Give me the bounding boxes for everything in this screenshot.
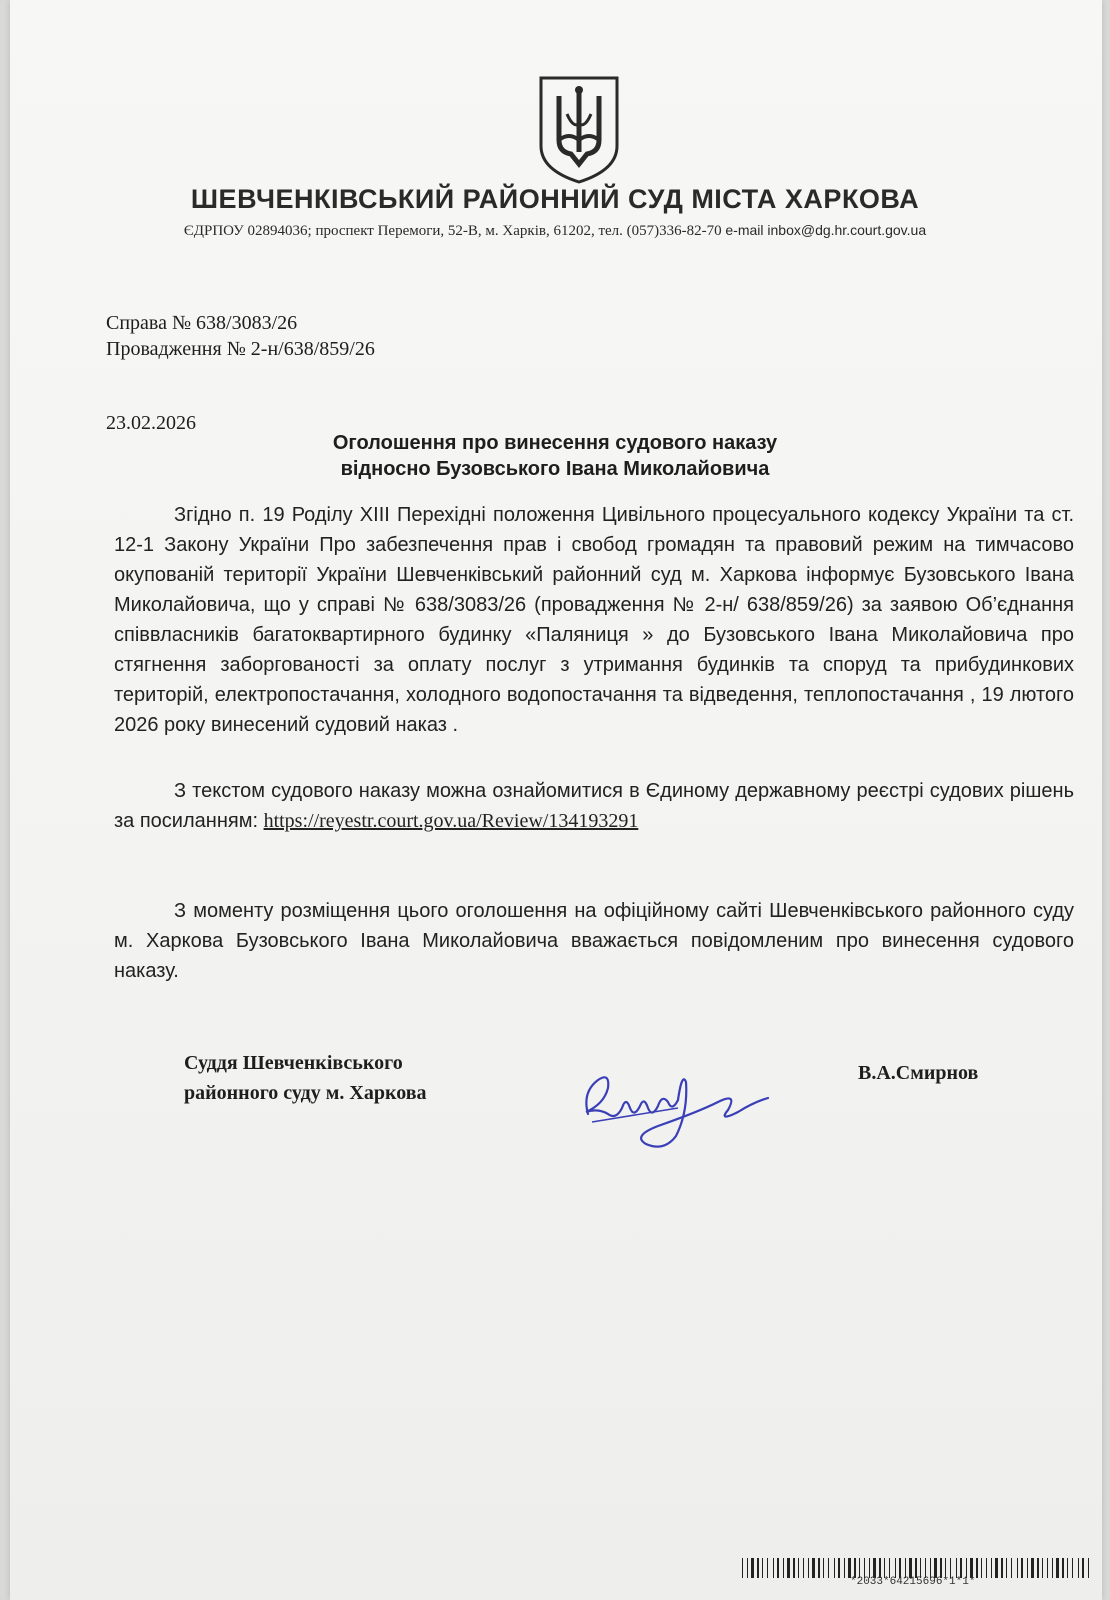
court-name: ШЕВЧЕНКІВСЬКИЙ РАЙОННИЙ СУД МІСТА ХАРКОВА [190, 184, 920, 214]
handwritten-signature-icon [568, 1052, 778, 1152]
court-email: e-mail inbox@dg.hr.court.gov.ua [725, 222, 927, 238]
body-paragraph-1 [114, 500, 1074, 740]
judge-title-line-2: районного суду м. Харкова [184, 1082, 427, 1104]
document-date: 23.02.2026 [106, 412, 196, 434]
body-paragraph-3 [114, 896, 1074, 986]
body-paragraph-1-text: Згідно п. 19 Роділу XIII Перехідні положення Цивільного процесуального кодексу України та ст. 12-1 Закону України Про забезпечення прав і свобод громадян та правовий режим на тимчасово окупованій території України Шевченківський районний суд м. Харкова інформує Бузовського Івана Миколайовича, що у справі № 638/3083/26 (провадження № 2-н/ 638/859/26) за заявою Об’єднання співвласників багатоквартирного будинку «Паляниця » до Бузовського Івана Миколайовича про стягнення заборгованості за оплату послуг з утримання будинків та споруд та прибудинкових територій, електропостачання, холодного водопостачання та відведення, теплопостачання , 19 лютого 2026 року винесений судовий наказ . [114, 504, 1074, 736]
announcement-title-line-2: відносно Бузовського Івана Миколайовича [340, 458, 770, 480]
judge-title-line-1: Суддя Шевченківського [184, 1052, 403, 1074]
barcode-number: *2033*64215696*1*1* [850, 1576, 976, 1588]
proceeding-number: Провадження № 2-н/638/859/26 [106, 338, 375, 360]
barcode-icon [742, 1558, 1092, 1578]
body-paragraph-2 [114, 776, 1074, 836]
case-number: Справа № 638/3083/26 [106, 312, 298, 334]
registry-link[interactable]: https://reyestr.court.gov.ua/Review/134193291 [263, 810, 639, 832]
judge-title [184, 1048, 427, 1108]
judge-name: В.А.Смирнов [858, 1062, 979, 1084]
coat-of-arms-icon [537, 74, 621, 186]
court-contact-info [0, 222, 1110, 240]
body-paragraph-2-text: З текстом судового наказу можна ознайомитися в Єдиному державному реєстрі судових рішень за посиланням: [114, 780, 1074, 832]
body-paragraph-3-text: З моменту розміщення цього оголошення на офіційному сайті Шевченківського районного суду м. Харкова Бузовського Івана Миколайовича вважається повідомленим про винесення судового наказу. [114, 900, 1074, 982]
announcement-title-line-1: Оголошення про винесення судового наказу [332, 432, 778, 454]
court-requisites: ЄДРПОУ 02894036; проспект Перемоги, 52-В, м. Харків, 61202, тел. (057)336-82-70 [183, 223, 722, 239]
